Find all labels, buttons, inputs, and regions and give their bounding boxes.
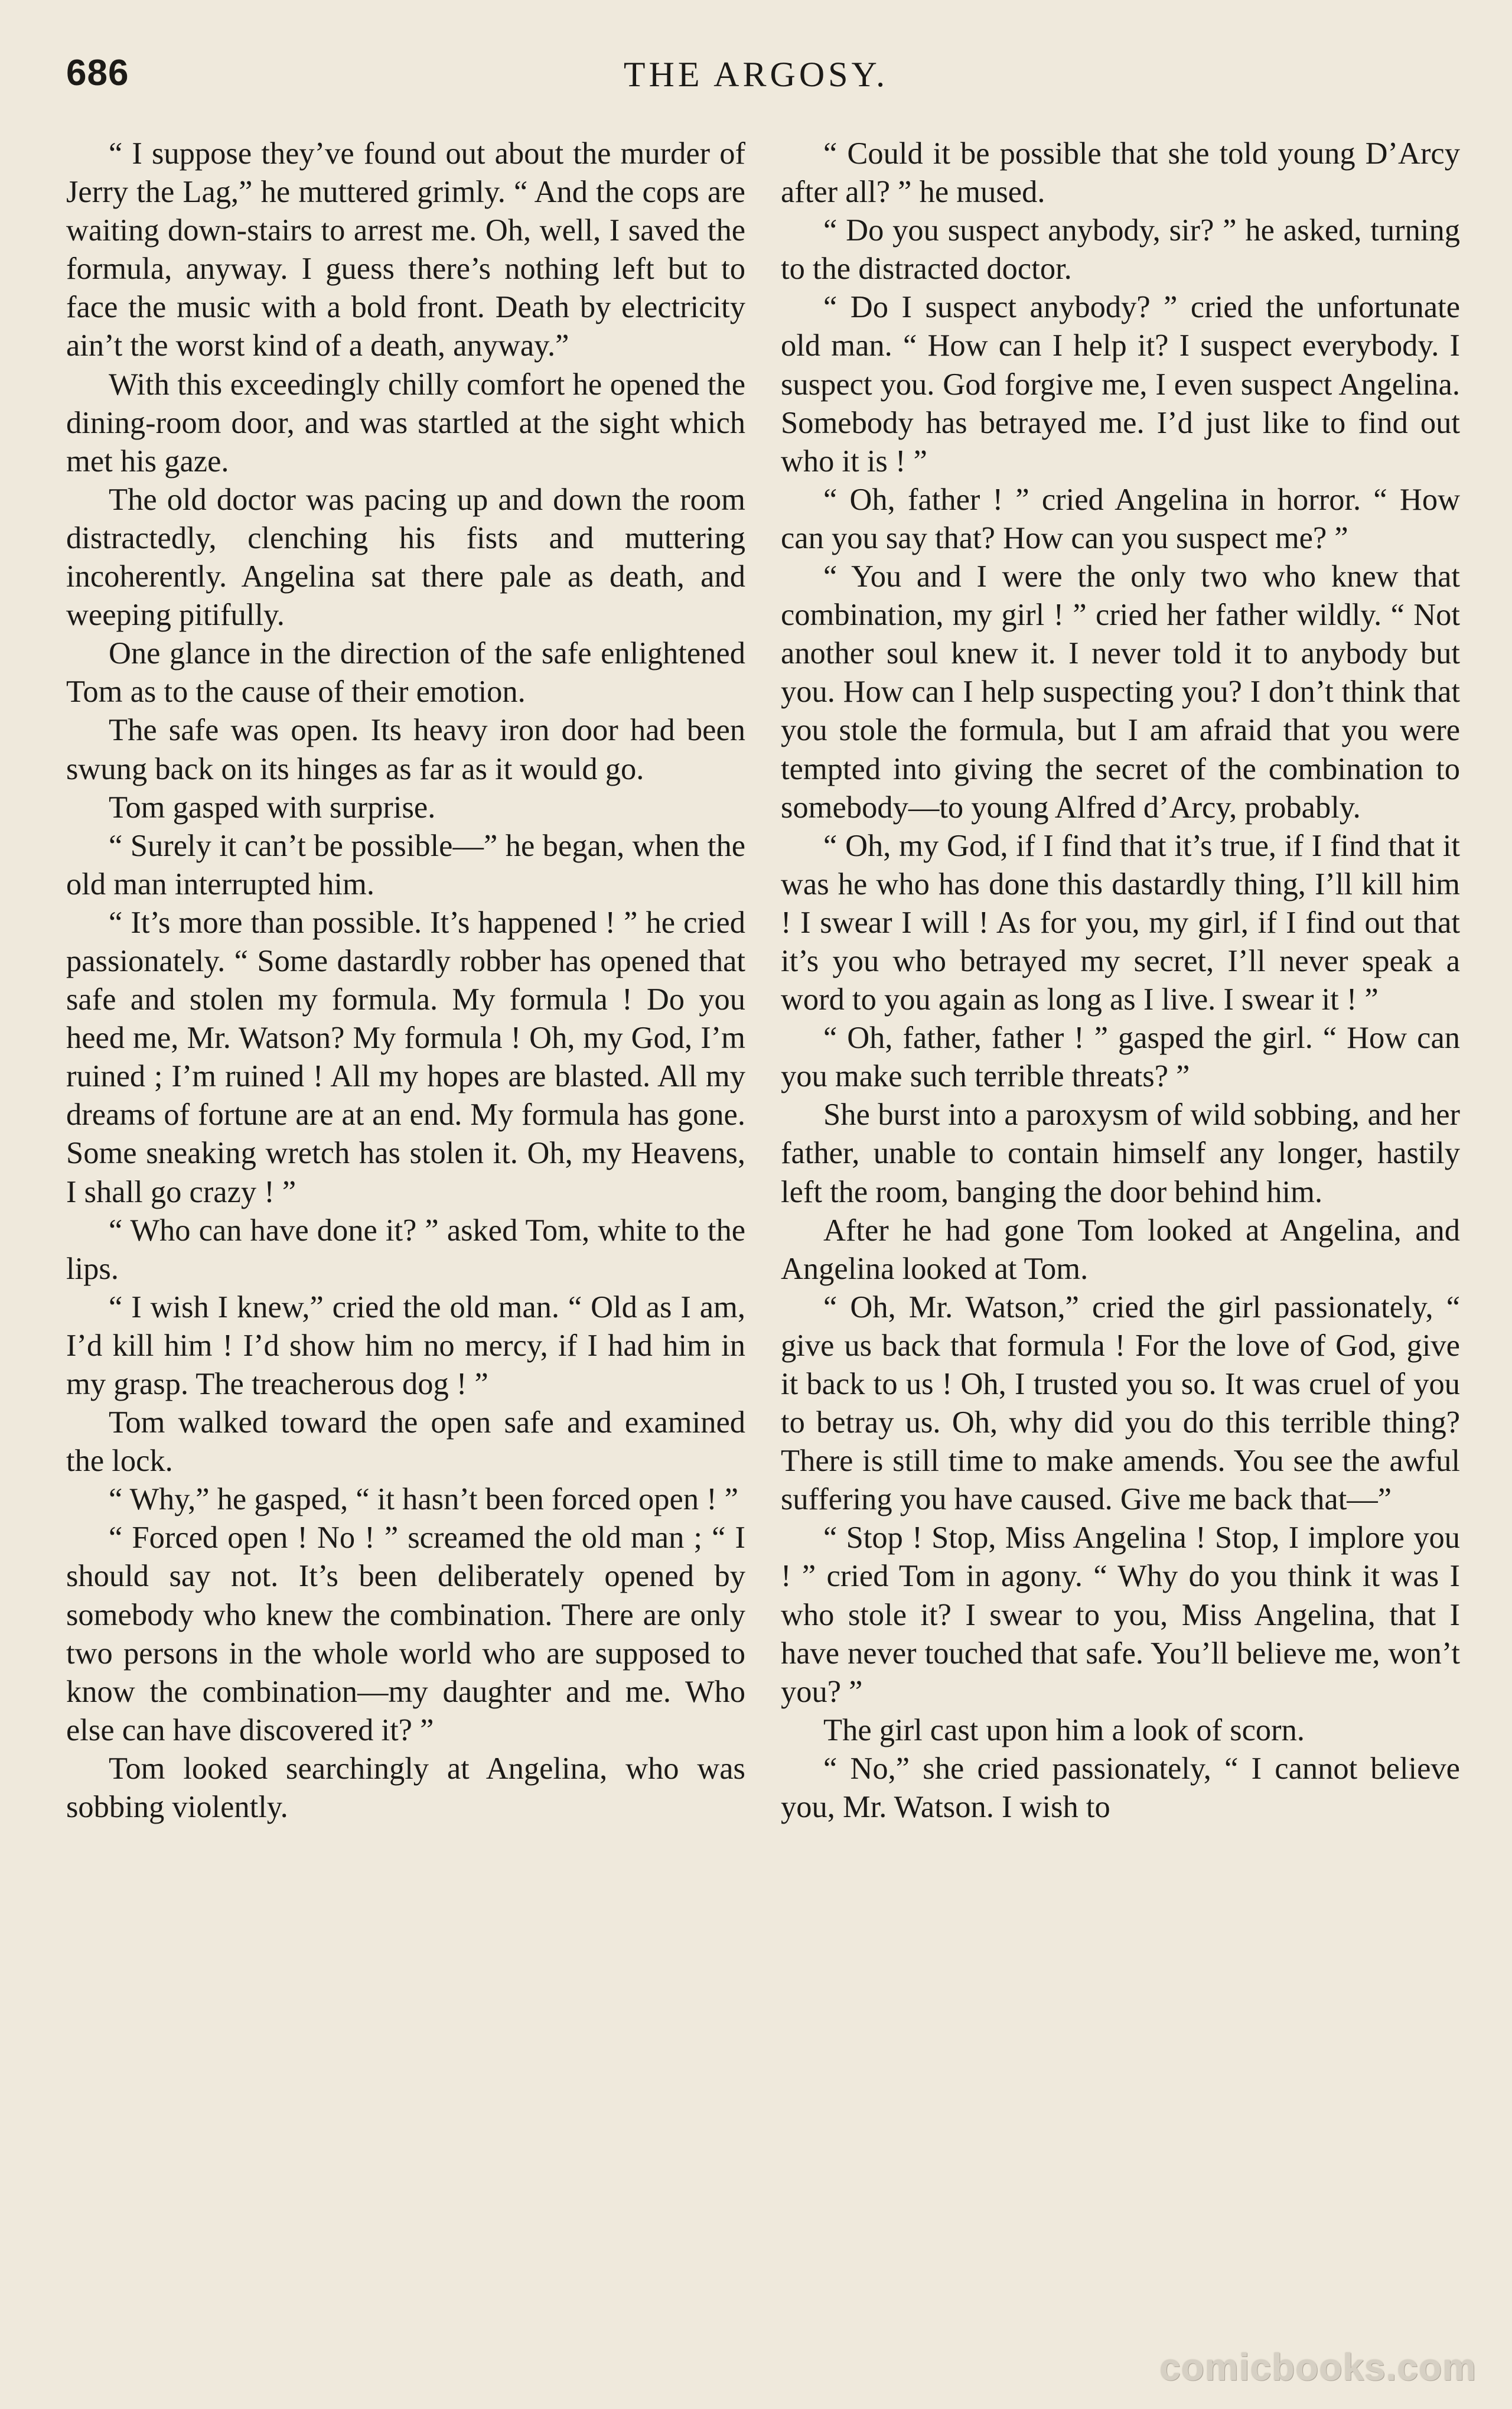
site-watermark: comicbooks.com (1159, 2346, 1477, 2388)
paragraph: “ Do you suspect anybody, sir? ” he asked, turning to the distracted doctor. (781, 213, 1460, 287)
paragraph: She burst into a paroxysm of wild sobbing, and her father, unable to contain himself any longer, hastily left the room, banging the door behind him. (781, 1098, 1460, 1209)
paragraph: “ Could it be possible that she told young D’Arcy after all? ” he mused. (781, 136, 1460, 210)
paragraph: The safe was open. Its heavy iron door had been swung back on its hinges as far as it would go. (66, 713, 745, 786)
paragraph: “ Oh, father ! ” cried Angelina in horror. “ How can you say that? How can you suspect me? ” (781, 482, 1460, 555)
paragraph: “ You and I were the only two who knew that combination, my girl ! ” cried her father wildly. “ Not another soul knew it. I never told it to anybody but you. How can I help suspecting you? I don’t think that you stole the formula, but I am afraid that you were tempted into giving the secret of the combination to somebody—to young Alfred d’Arcy, probably. (781, 559, 1460, 825)
paragraph: “ Who can have done it? ” asked Tom, white to the lips. (66, 1213, 745, 1286)
paragraph: With this exceedingly chilly comfort he opened the dining-room door, and was startled at the sight which met his gaze. (66, 367, 745, 478)
paragraph: The old doctor was pacing up and down the room distractedly, clenching his fists and muttering incoherently. Angelina sat there pale as death, and weeping pitifully. (66, 482, 745, 633)
paragraph: After he had gone Tom looked at Angelina, and Angelina looked at Tom. (781, 1213, 1460, 1286)
running-head: THE ARGOSY. (623, 55, 889, 94)
paragraph: One glance in the direction of the safe enlightened Tom as to the cause of their emotion. (66, 636, 745, 709)
paragraph: “ Why,” he gasped, “ it hasn’t been forced open ! ” (109, 1482, 739, 1517)
paragraph: “ Oh, father, father ! ” gasped the girl. “ How can you make such terrible threats? ” (781, 1021, 1460, 1094)
paragraph: “ Forced open ! No ! ” screamed the old man ; “ I should say not. It’s been deliberately opened by somebody who knew the combination. There are only two persons in the whole world who are supposed to know the combination—my daughter and me. Who else can have discovered it? ” (66, 1521, 745, 1747)
paragraph: “ Oh, Mr. Watson,” cried the girl passionately, “ give us back that formula ! For the love of God, give it back to us ! Oh, I trusted you so. It was cruel of you to betray us. Oh, why did you do this terrible thing? There is still time to make amends. You see the awful suffering you have caused. Give me back that—” (781, 1290, 1460, 1517)
right-column (781, 135, 1460, 2320)
paragraph: Tom walked toward the open safe and examined the lock. (66, 1405, 745, 1479)
page-header (66, 52, 1446, 105)
paragraph: Tom looked searchingly at Angelina, who was sobbing violently. (66, 1751, 745, 1825)
paragraph: The girl cast upon him a look of scorn. (823, 1713, 1305, 1747)
page-number: 686 (66, 53, 129, 93)
paragraph: “ Surely it can’t be possible—” he began, when the old man interrupted him. (66, 828, 745, 901)
paragraph: “ Do I suspect anybody? ” cried the unfortunate old man. “ How can I help it? I suspect everybody. I suspect you. God forgive me, I even suspect Angelina. Somebody has betrayed me. I’d just like to find out who it is ! ” (781, 290, 1460, 478)
paragraph: “ I suppose they’ve found out about the murder of Jerry the Lag,” he muttered grimly. “ And the cops are waiting down-stairs to arrest me. Oh, well, I saved the formula, anyway. I guess there’s nothing left but to face the music with a bold front. Death by electricity ain’t the worst kind of a death, anyway.” (66, 136, 745, 363)
paragraph: “ No,” she cried passionately, “ I cannot believe you, Mr. Watson. I wish to (781, 1751, 1460, 1825)
paragraph: Tom gasped with surprise. (109, 790, 436, 825)
paragraph: “ I wish I knew,” cried the old man. “ Old as I am, I’d kill him ! I’d show him no mercy, if I had him in my grasp. The treacherous dog ! ” (66, 1290, 745, 1401)
paragraph: “ Oh, my God, if I find that it’s true, if I find that it was he who has done this dastardly thing, I’ll kill him ! I swear I will ! As for you, my girl, if I find out that it’s you who betrayed my secret, I’ll never speak a word to you again as long as I live. I swear it ! ” (781, 828, 1460, 1017)
paragraph: “ Stop ! Stop, Miss Angelina ! Stop, I implore you ! ” cried Tom in agony. “ Why do you think it was I who stole it? I swear to you, Miss Angelina, that I have never touched that safe. You’ll believe me, won’t you? ” (781, 1521, 1460, 1709)
paragraph: “ It’s more than possible. It’s happened ! ” he cried passionately. “ Some dastardly robber has opened that safe and stolen my formula. My formula ! Do you heed me, Mr. Watson? My formula ! Oh, my God, I’m ruined ; I’m ruined ! All my hopes are blasted. All my dreams of fortune are at an end. My formula has gone. Some sneaking wretch has stolen it. Oh, my Heavens, I shall go crazy ! ” (66, 905, 745, 1209)
left-column (66, 135, 745, 2320)
